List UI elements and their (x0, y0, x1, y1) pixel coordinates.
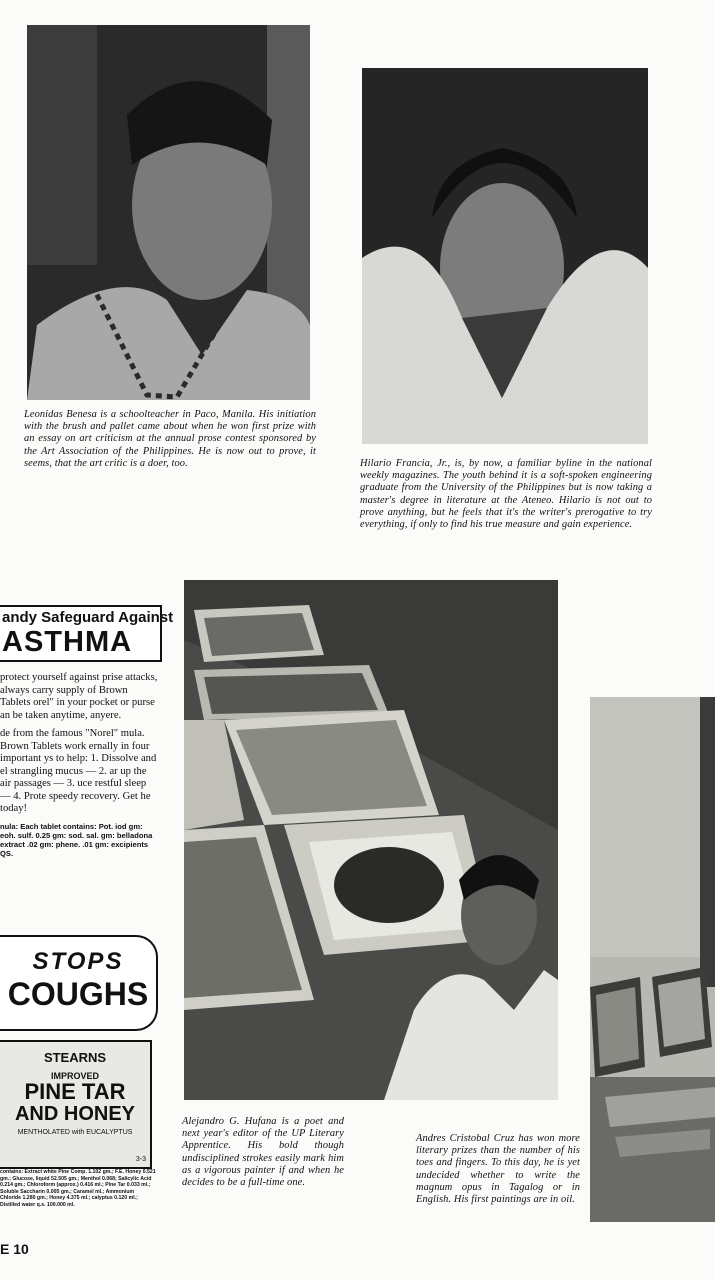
cough-ad (0, 935, 160, 1230)
asthma-ad (0, 605, 174, 859)
room-scene-illustration (590, 697, 715, 1222)
cough-ad-headline2: COUGHS (7, 976, 149, 1012)
asthma-ad-frame (0, 605, 174, 662)
caption-cruz: Andres Cristobal Cruz has won more literary prizes than the number of his toes and fingers. To this day, he is yet undecided whether to write the magnum opus in Tagalog or in English. His first paintings are in oil. (416, 1133, 580, 1206)
cough-ad-code: 3-3 (135, 1156, 146, 1163)
photo-leonidas-benesa (27, 25, 310, 400)
caption-benesa: Leonidas Benesa is a schoolteacher in Paco, Manila. His initiation with the brush and pallet came about when he won first prize with an essay on art criticism at the annual prose contest sponsored by the Art Association of the Philippines. He is now out to prove, it seems, that the art critic is a doer, too. (24, 409, 316, 469)
photo-hilario-francia (362, 68, 648, 444)
page-number: E 10 (0, 1241, 29, 1257)
paintings-scene-illustration (184, 580, 558, 1100)
asthma-ad-para2: de from the famous "Norel" mula. Brown Tablets work ernally in four important ys to help: 1. Dissolve and el strangling mucus — 2. ar up the air passages — 3. uce restful sleep — 4. Prote speedy recovery. Get he today! (0, 728, 157, 814)
cough-ad-brand: STEARNS (43, 1050, 107, 1065)
asthma-ad-headline: andy Safeguard Against (2, 609, 174, 626)
photo-alejandro-hufana (184, 580, 558, 1100)
cough-ad-bubble (0, 935, 158, 1031)
cough-ad-improved: IMPROVED (50, 1071, 99, 1081)
cough-ad-product1: PINE TAR (24, 1079, 126, 1104)
caption-francia: Hilario Francia, Jr., is, by now, a familiar byline in the national weekly magazines. The youth behind it is a soft-spoken engineering graduate from the University of the Philippines but is now taking a master's degree in literature at the Ateneo. Hilario is not out to prove anything, but he feels that it's the writer's prerogative to try everything, if only to find his true measure and gain experience. (360, 458, 652, 531)
cough-ad-formula: contains: Extract white Pine Comp. 1.102 gm.; F.E. Honey 0.521 gm.; Glucose, liquid 52.505 gm.; Menthol 0.068; Salicylic Acid 0.214 gm.; Chloroform (approx.) 0.416 ml.; Pine Tar 0.033 ml.; Soluble Saccharin 0.005 gm.; Caramel ml.; Ammonium Chloride 1.280 gm.; Honey 4.375 ml.; calyptus 0.120 ml.; Distilled water q.s. 100.000 ml. (0, 1169, 156, 1208)
photo-andres-cristobal-cruz (590, 697, 715, 1222)
cough-ad-product2: AND HONEY (14, 1103, 135, 1125)
cough-ad-headline1: STOPS (32, 948, 124, 975)
portrait-illustration (27, 25, 310, 400)
portrait-illustration (362, 68, 648, 444)
asthma-ad-para1: protect yourself against prise attacks, always carry supply of Brown Tablets orel" in your pocket or purse an be taken anytime, anyere. (0, 672, 158, 721)
asthma-ad-formula: nula: Each tablet contains: Pot. iod gm: eoh. sulf. 0.25 gm: sod. sal. gm: belladona extract .02 gm: phene. .01 gm: excipients QS. (0, 821, 153, 859)
cough-ad-sub: MENTHOLATED with EUCALYPTUS (17, 1129, 133, 1136)
caption-hufana: Alejandro G. Hufana is a poet and next year's editor of the UP Literary Apprentice. His bold though undisciplined strokes easily mark him as a vigorous painter if and when he decides to be a full-time one. (182, 1116, 344, 1189)
asthma-ad-title: ASTHMA (2, 626, 133, 658)
cough-ad-bottle (0, 1040, 152, 1169)
